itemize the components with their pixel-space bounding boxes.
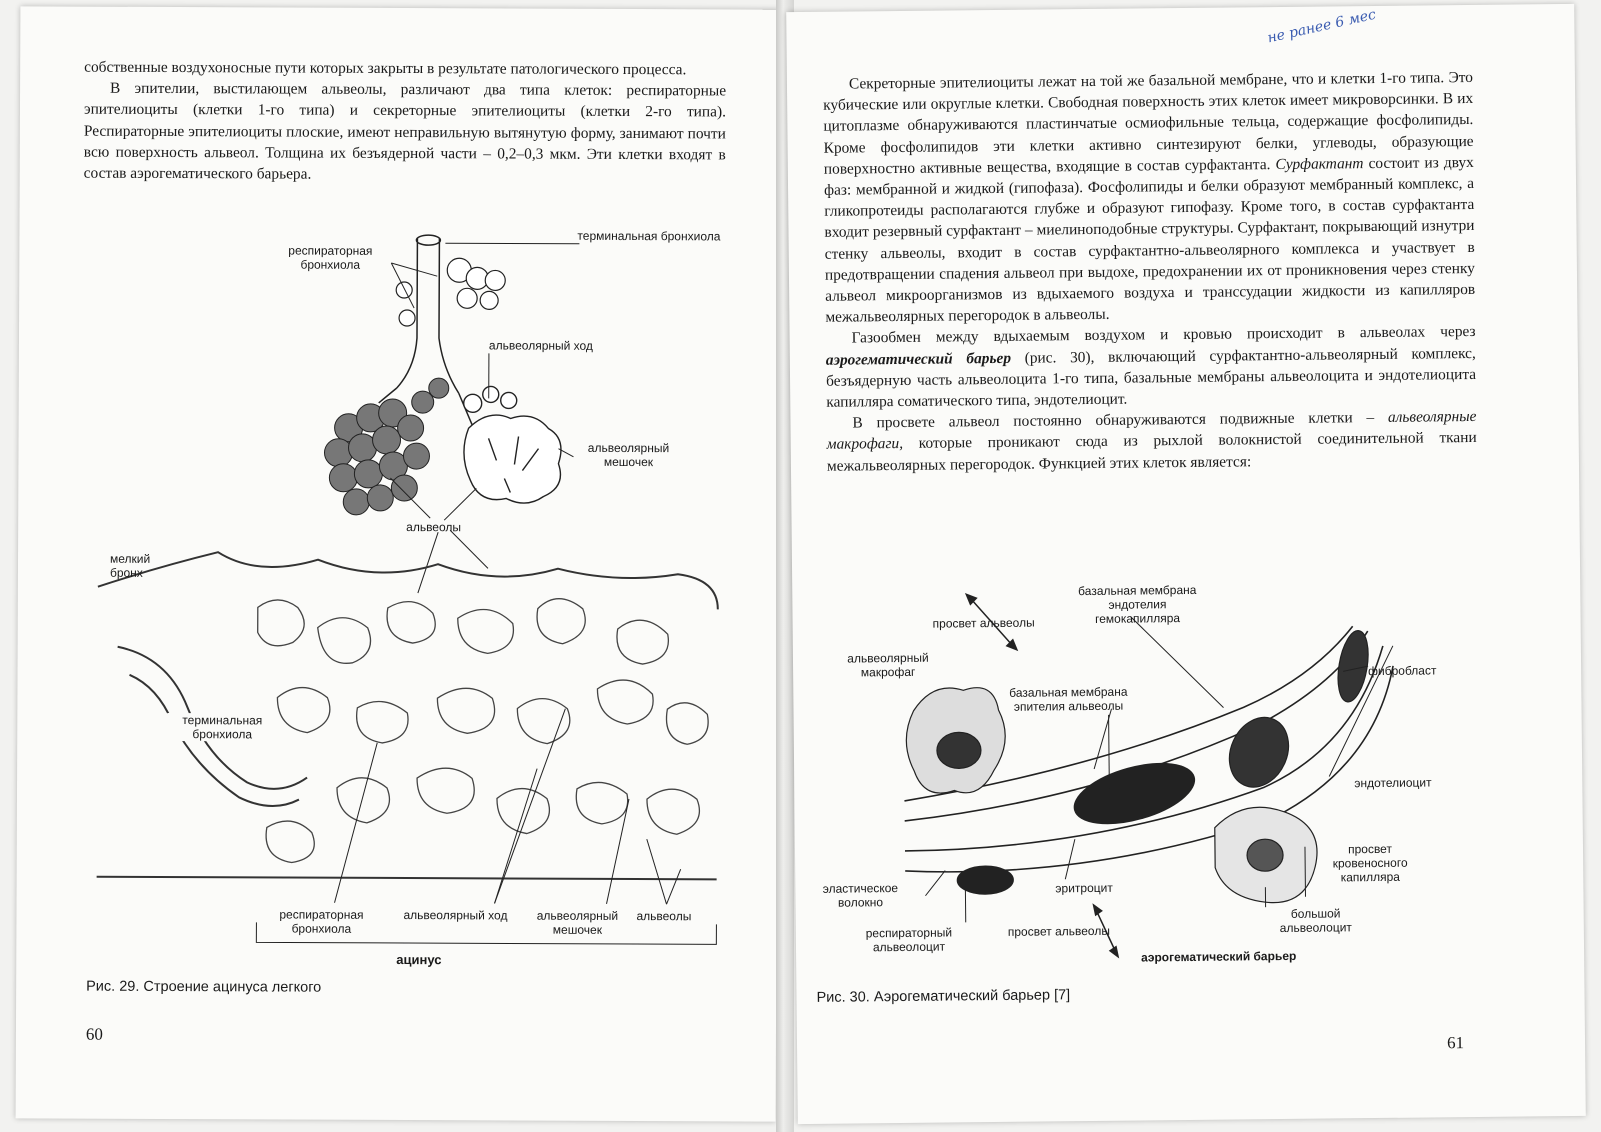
label-alveolar-sac-top: альвеолярный мешочек xyxy=(587,440,670,470)
term-alveolar-macrophages: альвеолярные макрофаги, xyxy=(826,408,1477,454)
label-acinus: ацинус xyxy=(396,951,442,968)
label-alveoli-bottom: альвеолы xyxy=(636,909,692,924)
label-capillary-lumen: просвет кровеносного капилляра xyxy=(1332,841,1408,885)
label-terminal-bronchiole-top: терминальная бронхиола xyxy=(577,228,721,244)
label-alveolar-duct-top: альвеолярный ход xyxy=(488,338,593,353)
paragraph-part: В просвете альвеол постоянно обнаруживаются подвижные клетки – xyxy=(852,409,1375,432)
label-alveolus-lumen-bottom: просвет альвеолы xyxy=(1007,923,1110,939)
label-respiratory-bronchiole-bottom: респираторная бронхиола xyxy=(279,907,364,936)
term-air-blood-barrier: аэрогематический барьер xyxy=(825,349,1012,369)
paragraph-part: Секреторные эпителиоциты лежат на той же базальной мембране, что и клетки 1-го типа. Это кубические или округлые клетки. Свободная поверхность этих клеток имеет микроворсинки. В их цитоплазме обнаруживаются пластинчатые осмиофильные тельца, содержащие фосфолипиды. Кроме фосфолипидов эти клетки активно синтезируют белки, углеводы, образующие поверхностно активные вещества, входящие в состав сурфактанта. xyxy=(823,68,1474,178)
label-basal-membrane-epithelium: базальная мембрана эпителия альвеолы xyxy=(1009,684,1128,714)
label-alveolus-lumen-top: просвет альвеолы xyxy=(932,615,1035,631)
right-page xyxy=(786,4,1586,1124)
paragraph-part: Газообмен между вдыхаемым воздухом и кровью происходит в альвеолах через xyxy=(851,323,1476,347)
label-alveolar-duct-bottom: альвеолярный ход xyxy=(403,908,508,923)
acinus-illustration xyxy=(16,6,780,1009)
label-respiratory-bronchiole-top: респираторная бронхиола xyxy=(288,243,373,272)
label-respiratory-alveolocyte: респираторный альвеолоцит xyxy=(865,925,953,955)
left-page xyxy=(16,6,781,1121)
paragraph: В эпителии, выстилающем альвеолы, различают два типа клеток: респираторные эпителиоциты (клетки 1-го типа) и секреторные эпителиоциты (клетки 2-го типа). Респираторные эпителиоциты плоские, имеют неправильную вытянутую форму, занимают почти всю поверхность альвеол. Толщина их безъядерной части – 0,2–0,3 мкм. Эти клетки входят в состав аэрогематического барьера. xyxy=(83,79,727,183)
figure-29-caption: Рис. 29. Строение ацинуса легкого xyxy=(86,978,322,996)
label-endotheliocyte: эндотелиоцит xyxy=(1354,775,1432,791)
paragraph: собственные воздухоносные пути которых закрыты в результате патологического процесса. xyxy=(84,58,687,79)
paragraph-part: состоит из двух фаз: мембранной и жидкой (гипофаза). Фосфолипиды и белки образуют мембранный комплекс, а гликопротеиды располагаются глубже и образуют гипофазу. Кроме того, в состав сурфактанта входит резервный сурфактант – миелиноподобные структуры. Сурфактант, покрывающий изнутри стенку альвеолы, входит в состав сурфактантно-альвеолярного комплекса и участвует в предотвращении спадения альвеол при выдохе, предохранении их от проникновения через стенку альвеол микроорганизмов из вдыхаемого воздуха и транссудации жидкости из капилляров межальвеолярных перегородок в альвеолы. xyxy=(823,153,1476,326)
label-basal-membrane-endothelium: базальная мембрана эндотелия гемокапилляра xyxy=(1078,582,1197,626)
label-air-blood-barrier: аэрогематический барьер xyxy=(1141,948,1297,965)
label-terminal-bronchiole-mid: терминальная бронхиола xyxy=(167,713,277,741)
figure-30-caption: Рис. 30. Аэрогематический барьер [7] xyxy=(816,987,1071,1006)
label-alveolar-sac-bottom: альвеолярный мешочек xyxy=(536,908,619,937)
label-alveolar-macrophage: альвеолярный макрофаг xyxy=(847,650,929,680)
label-erythrocyte: эритроцит xyxy=(1055,880,1113,896)
label-alveoli-top: альвеолы xyxy=(406,520,462,535)
barrier-illustration xyxy=(786,4,1584,1012)
label-small-bronchus: мелкий бронх xyxy=(109,551,151,580)
paragraph-part: (рис. 30), включающий сурфактантно-альвеолярный комплекс, безъядерную часть альвеолоцита 1-го типа, базальные мембраны альвеолоцита и эндотелиоцита капилляра соматического типа, эндотелиоцит. xyxy=(825,344,1477,411)
paragraph-part: которые проникают сюда из рыхлой волокнистой соединительной ткани межальвеолярных перегородок. Функцией этих клеток является: xyxy=(826,429,1477,475)
label-large-alveolocyte: большой альвеолоцит xyxy=(1279,906,1352,936)
term-surfactant: Сурфактант xyxy=(1275,154,1364,173)
page-number-left: 60 xyxy=(85,1024,103,1044)
handwritten-note: не ранее 6 мес xyxy=(1265,6,1378,47)
label-fibroblast: фибробласт xyxy=(1368,663,1437,679)
page-number-right: 61 xyxy=(1446,1033,1465,1053)
label-elastic-fiber: эластическое волокно xyxy=(822,881,899,910)
